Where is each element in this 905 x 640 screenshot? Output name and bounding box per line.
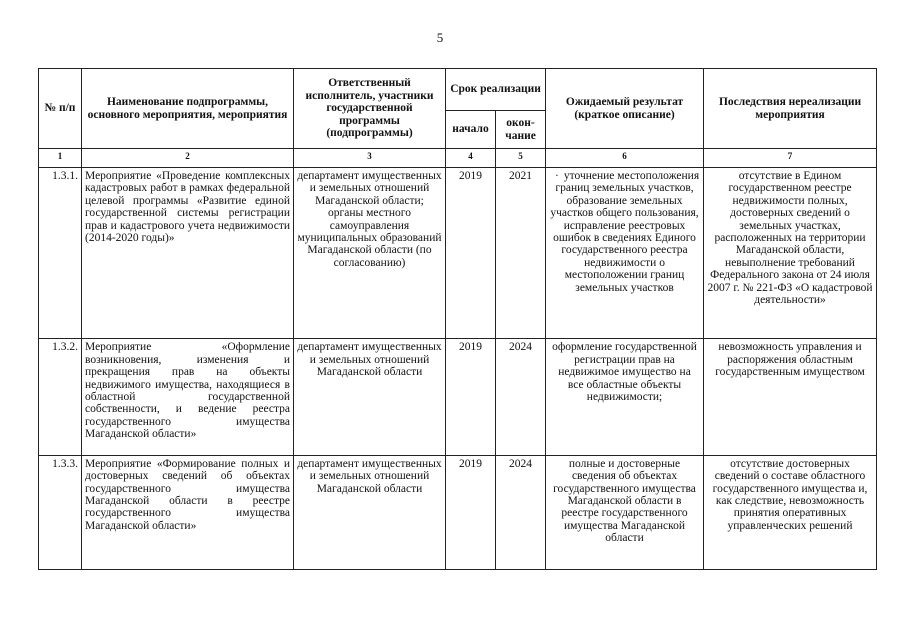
column-number: 3 [294, 149, 446, 168]
row-end-year: 2024 [496, 455, 546, 569]
row-number: 1.3.3. [39, 455, 82, 569]
header-num: № п/п [39, 69, 82, 149]
header-end: окон-чание [496, 111, 546, 149]
row-number: 1.3.1. [39, 168, 82, 339]
column-number-row [39, 149, 877, 168]
program-table [38, 68, 877, 570]
row-start-year: 2019 [446, 168, 496, 339]
row-result: полные и достоверные сведения об объектах государственного имущества Магаданской области в реестре государственного имущества Магаданской области [546, 455, 704, 569]
bullet-mark: · [554, 170, 559, 182]
header-result: Ожидаемый результат (краткое описание) [546, 69, 704, 149]
row-consequence: отсутствие в Едином государственном реестре недвижимости полных, достоверных сведений о земельных участках, расположенных на территории Магаданской области, невыполнение требований Федерального закона от 24 июля 2007 г. № 221-ФЗ «О кадастровой деятельности» [704, 168, 877, 339]
row-start-year: 2019 [446, 339, 496, 455]
row-executor: департамент имущественных и земельных отношений Магаданской области; органы местного самоуправления муниципальных образований Магаданской области (по согласованию) [294, 168, 446, 339]
row-result-text: уточнение местоположения границ земельных участков, образование земельных участков общего пользования, исправление реестровых ошибок в сведениях Единого государственного реестра недвижимости о местоположении границ земельных участков [550, 170, 700, 294]
row-name: Мероприятие «Оформление возникновения, изменения и прекращения прав на объекты недвижимого имущества, находящиеся в областной государственной собственности, и ведение реестра государственного имущества Магаданской области» [82, 339, 294, 455]
column-number: 4 [446, 149, 496, 168]
column-number: 2 [82, 149, 294, 168]
row-number: 1.3.2. [39, 339, 82, 455]
row-result: оформление государственной регистрации прав на недвижимое имущество на все областные объекты недвижимости; [546, 339, 704, 455]
header-executor: Ответственный исполнитель, участники государственной программы (подпрограммы) [294, 69, 446, 149]
header-term: Срок реализации [446, 69, 546, 111]
row-consequence: невозможность управления и распоряжения областным государственным имуществом [704, 339, 877, 455]
row-end-year: 2024 [496, 339, 546, 455]
row-name: Мероприятие «Формирование полных и достоверных сведений об объектах государственного имущества Магаданской области в реестре государственного имущества Магаданской области» [82, 455, 294, 569]
row-end-year: 2021 [496, 168, 546, 339]
page-number: 5 [436, 30, 444, 45]
header-row [39, 69, 877, 111]
row-executor: департамент имущественных и земельных отношений Магаданской области [294, 339, 446, 455]
column-number: 5 [496, 149, 546, 168]
row-result [546, 168, 704, 339]
header-consequence: Последствия нереализации мероприятия [704, 69, 877, 149]
table-row [39, 339, 877, 455]
column-number: 7 [704, 149, 877, 168]
table-row [39, 455, 877, 569]
column-number: 1 [39, 149, 82, 168]
column-number: 6 [546, 149, 704, 168]
row-consequence: отсутствие достоверных сведений о составе областного государственного имущества и, как следствие, невозможность принятия оперативных управленческих решений [704, 455, 877, 569]
header-name: Наименование подпрограммы, основного мероприятия, мероприятия [82, 69, 294, 149]
row-start-year: 2019 [446, 455, 496, 569]
row-name: Мероприятие «Проведение комплексных кадастровых работ в рамках федеральной целевой программы «Развитие единой государственной системы регистрации прав и кадастрового учета недвижимости (2014-2020 годы)» [82, 168, 294, 339]
header-start: начало [446, 111, 496, 149]
row-executor: департамент имущественных и земельных отношений Магаданской области [294, 455, 446, 569]
table-row [39, 168, 877, 339]
